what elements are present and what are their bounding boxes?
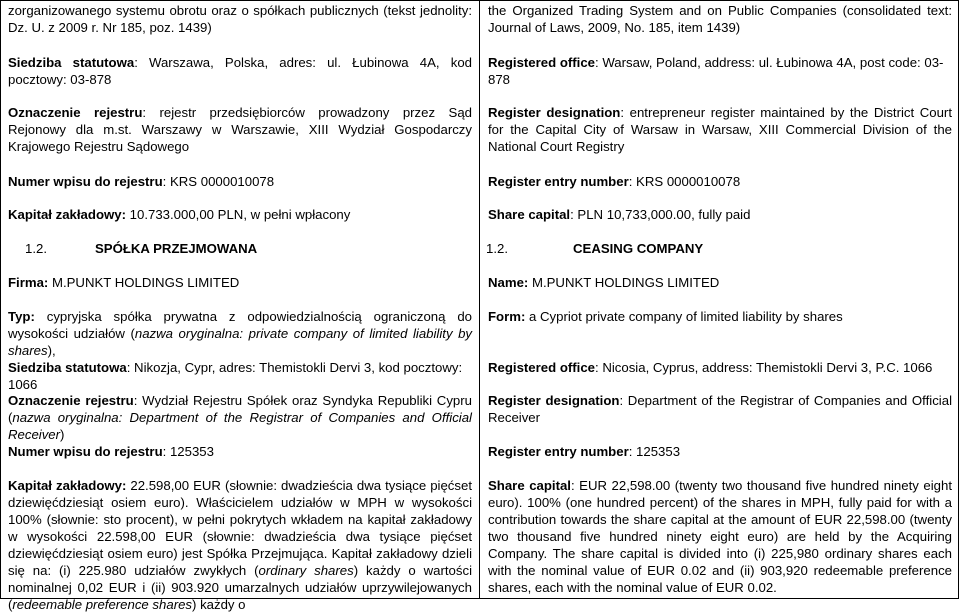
right-intro-continuation: the Organized Trading System and on Public Companies (consolidated text: Journal of Laws, 2009, No. 185, item 1439) <box>488 3 952 35</box>
right-form: Form: a Cypriot private company of limited liability by shares <box>488 309 843 324</box>
right-share-capital-2: Share capital: EUR 22,598.00 (twenty two thousand five hundred ninety eight euro). 100% (one hundred percent) of the shares in MPH, fully paid for with a contribution towards the share capital at the amount of EUR 22,598.00 (twenty two thousand five hundred ninety eight euro) are held by the Acquiring Company. The share capital is divided into (i) 225,980 ordinary shares each with the nominal value of EUR 0.02 and (ii) 903,920 redeemable preference shares, each with the nominal value of EUR 0.02. <box>488 478 952 595</box>
left-register-number-2: Numer wpisu do rejestru: 125353 <box>8 444 214 459</box>
right-seat: Registered office: Warsaw, Poland, address: ul. Łubinowa 4A, post code: 03-878 <box>488 55 944 87</box>
left-section-heading: 1.2. SPÓŁKA PRZEJMOWANA <box>25 241 258 256</box>
left-register-designation: Oznaczenie rejestru: rejestr przedsiębiorców prowadzony przez Sąd Rejonowy dla m.st. Warszawy w Warszawie, XIII Wydział Gospodarczy Krajowego Rejestru Sądowego <box>8 105 472 154</box>
left-register-number: Numer wpisu do rejestru: KRS 0000010078 <box>8 174 275 189</box>
left-share-capital-2: Kapitał zakładowy: 22.598,00 EUR (słownie: dwadzieścia dwa tysiące pięćset dziewięćdziesiąt osiem euro). Właścicielem udziałów w MPH w wysokości 100% (słownie: sto procent), w pełni pokrytych wkładem na kapitał zakładowy w wysokości 22.598,00 EUR (słownie: dwadzieścia dwa tysiące pięćset dziewięćdziesiąt osiem euro) jest Spółka Przejmująca. Kapitał zakładowy dzieli się na: (i) 225.980 udziałów zwykłych (ordinary shares) każdy o wartości nominalnej 0,02 EUR i (ii) 903.920 umarzalnych udziałów uprzywilejowanych (redeemable preference shares) każdy o <box>8 478 472 612</box>
right-name: Name: M.PUNKT HOLDINGS LIMITED <box>488 275 720 290</box>
left-share-capital: Kapitał zakładowy: 10.733.000,00 PLN, w pełni wpłacony <box>8 207 351 222</box>
right-seat-2: Registered office: Nicosia, Cyprus, address: Themistokli Dervi 3, P.C. 1066 <box>488 360 933 375</box>
left-type: Typ: cypryjska spółka prywatna z odpowiedzialnością ograniczoną do wysokości udziałów (nazwa oryginalna: private company of limited liability by shares), <box>8 309 473 358</box>
right-register-designation-2: Register designation: Department of the Registrar of Companies and Official Receiver <box>488 393 952 425</box>
left-border <box>0 0 1 599</box>
right-share-capital: Share capital: PLN 10,733,000.00, fully paid <box>488 207 751 222</box>
column-divider <box>479 0 480 599</box>
left-seat-2: Siedziba statutowa: Nikozja, Cypr, adres: Themistokli Dervi 3, kod pocztowy: 1066 <box>8 360 463 392</box>
right-border <box>958 0 959 599</box>
right-register-number-2: Register entry number: 125353 <box>488 444 681 459</box>
left-seat: Siedziba statutowa: Warszawa, Polska, adres: ul. Łubinowa 4A, kod pocztowy: 03-878 <box>8 55 472 87</box>
right-register-number: Register entry number: KRS 0000010078 <box>488 174 741 189</box>
left-firm: Firma: M.PUNKT HOLDINGS LIMITED <box>8 275 240 290</box>
left-intro-continuation: zorganizowanego systemu obrotu oraz o spółkach publicznych (tekst jednolity: Dz. U. z 2009 r. Nr 185, poz. 1439) <box>8 3 472 35</box>
right-register-designation: Register designation: entrepreneur register maintained by the District Court for the Capital City of Warsaw in Warsaw, XIII Commercial Division of the National Court Registry <box>488 105 952 154</box>
left-register-designation-2: Oznaczenie rejestru: Wydział Rejestru Spółek oraz Syndyka Republiki Cypru (nazwa oryginalna: Department of the Registrar of Companies and Official Receiver) <box>8 393 472 442</box>
right-section-heading: 1.2. CEASING COMPANY <box>486 241 704 256</box>
